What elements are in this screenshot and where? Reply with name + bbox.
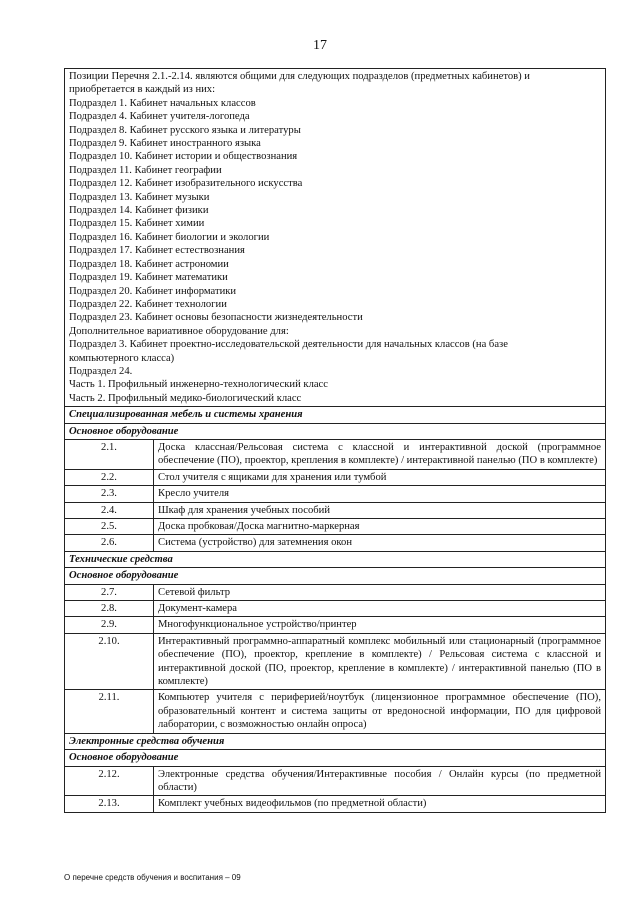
subsection-title: Основное оборудование (65, 423, 606, 439)
section-title: Электронные средства обучения (65, 733, 606, 749)
intro-line: Подраздел 8. Кабинет русского языка и литературы (69, 124, 301, 136)
table-row (65, 796, 606, 812)
equipment-table-body (65, 69, 606, 813)
subsection-title: Основное оборудование (65, 750, 606, 766)
intro-line: Подраздел 13. Кабинет музыки (69, 191, 210, 203)
intro-line: компьютерного класса) (69, 352, 175, 364)
intro-line: Подраздел 23. Кабинет основы безопасности жизнедеятельности (69, 312, 363, 324)
item-description: Доска пробковая/Доска магнитно-маркерная (154, 519, 606, 535)
intro-cell (65, 69, 606, 407)
item-number: 2.3. (65, 486, 154, 502)
item-number: 2.6. (65, 535, 154, 551)
item-description: Доска классная/Рельсовая система с классной и интерактивной доской (программное обеспечение (ПО), проектор, крепления в комплекте) / интерактивной панелью (ПО в комплекте) (154, 439, 606, 469)
intro-row (65, 69, 606, 407)
item-description: Интерактивный программно-аппаратный комплекс мобильный или стационарный (программное обеспечение (ПО), проектор, крепление в комплекте) / Рельсовая система с классной и интерактивной доской (ПО, проектор, крепление в комплекте) / интерактивной панелью (ПО в комплекте) (154, 633, 606, 690)
table-row (65, 502, 606, 518)
intro-line: Подраздел 24. (69, 365, 133, 377)
intro-line: Подраздел 22. Кабинет технологии (69, 298, 227, 310)
item-number: 2.10. (65, 633, 154, 690)
intro-line: Подраздел 11. Кабинет географии (69, 164, 222, 176)
intro-line: Подраздел 19. Кабинет математики (69, 272, 228, 284)
subsection-header-row (65, 750, 606, 766)
item-number: 2.11. (65, 690, 154, 733)
section-title: Специализированная мебель и системы хранения (65, 407, 606, 423)
intro-line: приобретается в каждый из них: (69, 84, 216, 96)
item-description: Комплект учебных видеофильмов (по предметной области) (154, 796, 606, 812)
intro-line: Подраздел 3. Кабинет проектно-исследовательской деятельности для начальных классов (на базе (69, 339, 508, 351)
item-description: Документ-камера (154, 601, 606, 617)
section-header-row (65, 551, 606, 567)
table-row (65, 439, 606, 469)
item-number: 2.1. (65, 439, 154, 469)
item-description: Система (устройство) для затемнения окон (154, 535, 606, 551)
intro-line: Подраздел 15. Кабинет химии (69, 218, 205, 230)
intro-line: Часть 1. Профильный инженерно-технологический класс (69, 379, 328, 391)
item-number: 2.5. (65, 519, 154, 535)
table-row (65, 633, 606, 690)
intro-line: Подраздел 14. Кабинет физики (69, 205, 209, 217)
item-description: Компьютер учителя с периферией/ноутбук (лицензионное программное обеспечение (ПО), образовательный контент и система защиты от вредоносной информации, ПО для цифровой лаборатории, с возможностью онлайн опроса) (154, 690, 606, 733)
subsection-title: Основное оборудование (65, 568, 606, 584)
item-description: Сетевой фильтр (154, 584, 606, 600)
section-header-row (65, 407, 606, 423)
section-header-row (65, 733, 606, 749)
intro-line: Подраздел 10. Кабинет истории и обществознания (69, 151, 298, 163)
item-number: 2.8. (65, 601, 154, 617)
item-description: Шкаф для хранения учебных пособий (154, 502, 606, 518)
table-row (65, 690, 606, 733)
table-row (65, 469, 606, 485)
table-row (65, 584, 606, 600)
table-row (65, 535, 606, 551)
equipment-table (64, 68, 606, 813)
intro-line: Подраздел 12. Кабинет изобразительного искусства (69, 178, 303, 190)
intro-line: Часть 2. Профильный медико-биологический класс (69, 392, 302, 404)
intro-line: Дополнительное вариативное оборудование для: (69, 325, 289, 337)
item-description: Стол учителя с ящиками для хранения или тумбой (154, 469, 606, 485)
page-number: 17 (313, 38, 327, 53)
item-number: 2.2. (65, 469, 154, 485)
intro-line: Подраздел 17. Кабинет естествознания (69, 245, 245, 257)
item-description: Электронные средства обучения/Интерактивные пособия / Онлайн курсы (по предметной области) (154, 766, 606, 796)
subsection-header-row (65, 423, 606, 439)
table-row (65, 519, 606, 535)
intro-line: Позиции Перечня 2.1.-2.14. являются общими для следующих подразделов (предметных кабинетов) и (69, 71, 530, 82)
subsection-header-row (65, 568, 606, 584)
table-row (65, 486, 606, 502)
item-number: 2.13. (65, 796, 154, 812)
item-number: 2.9. (65, 617, 154, 633)
intro-line: Подраздел 16. Кабинет биологии и экологии (69, 231, 270, 243)
table-row (65, 601, 606, 617)
intro-line: Подраздел 4. Кабинет учителя-логопеда (69, 111, 250, 123)
item-description: Многофункциональное устройство/принтер (154, 617, 606, 633)
section-title: Технические средства (65, 551, 606, 567)
item-description: Кресло учителя (154, 486, 606, 502)
footer-text: О перечне средств обучения и воспитания – 09 (64, 873, 241, 882)
intro-line: Подраздел 18. Кабинет астрономии (69, 258, 229, 270)
item-number: 2.4. (65, 502, 154, 518)
intro-line: Подраздел 20. Кабинет информатики (69, 285, 237, 297)
intro-line: Подраздел 1. Кабинет начальных классов (69, 97, 256, 109)
table-row (65, 617, 606, 633)
item-number: 2.12. (65, 766, 154, 796)
intro-line: Подраздел 9. Кабинет иностранного языка (69, 138, 261, 150)
item-number: 2.7. (65, 584, 154, 600)
table-row (65, 766, 606, 796)
